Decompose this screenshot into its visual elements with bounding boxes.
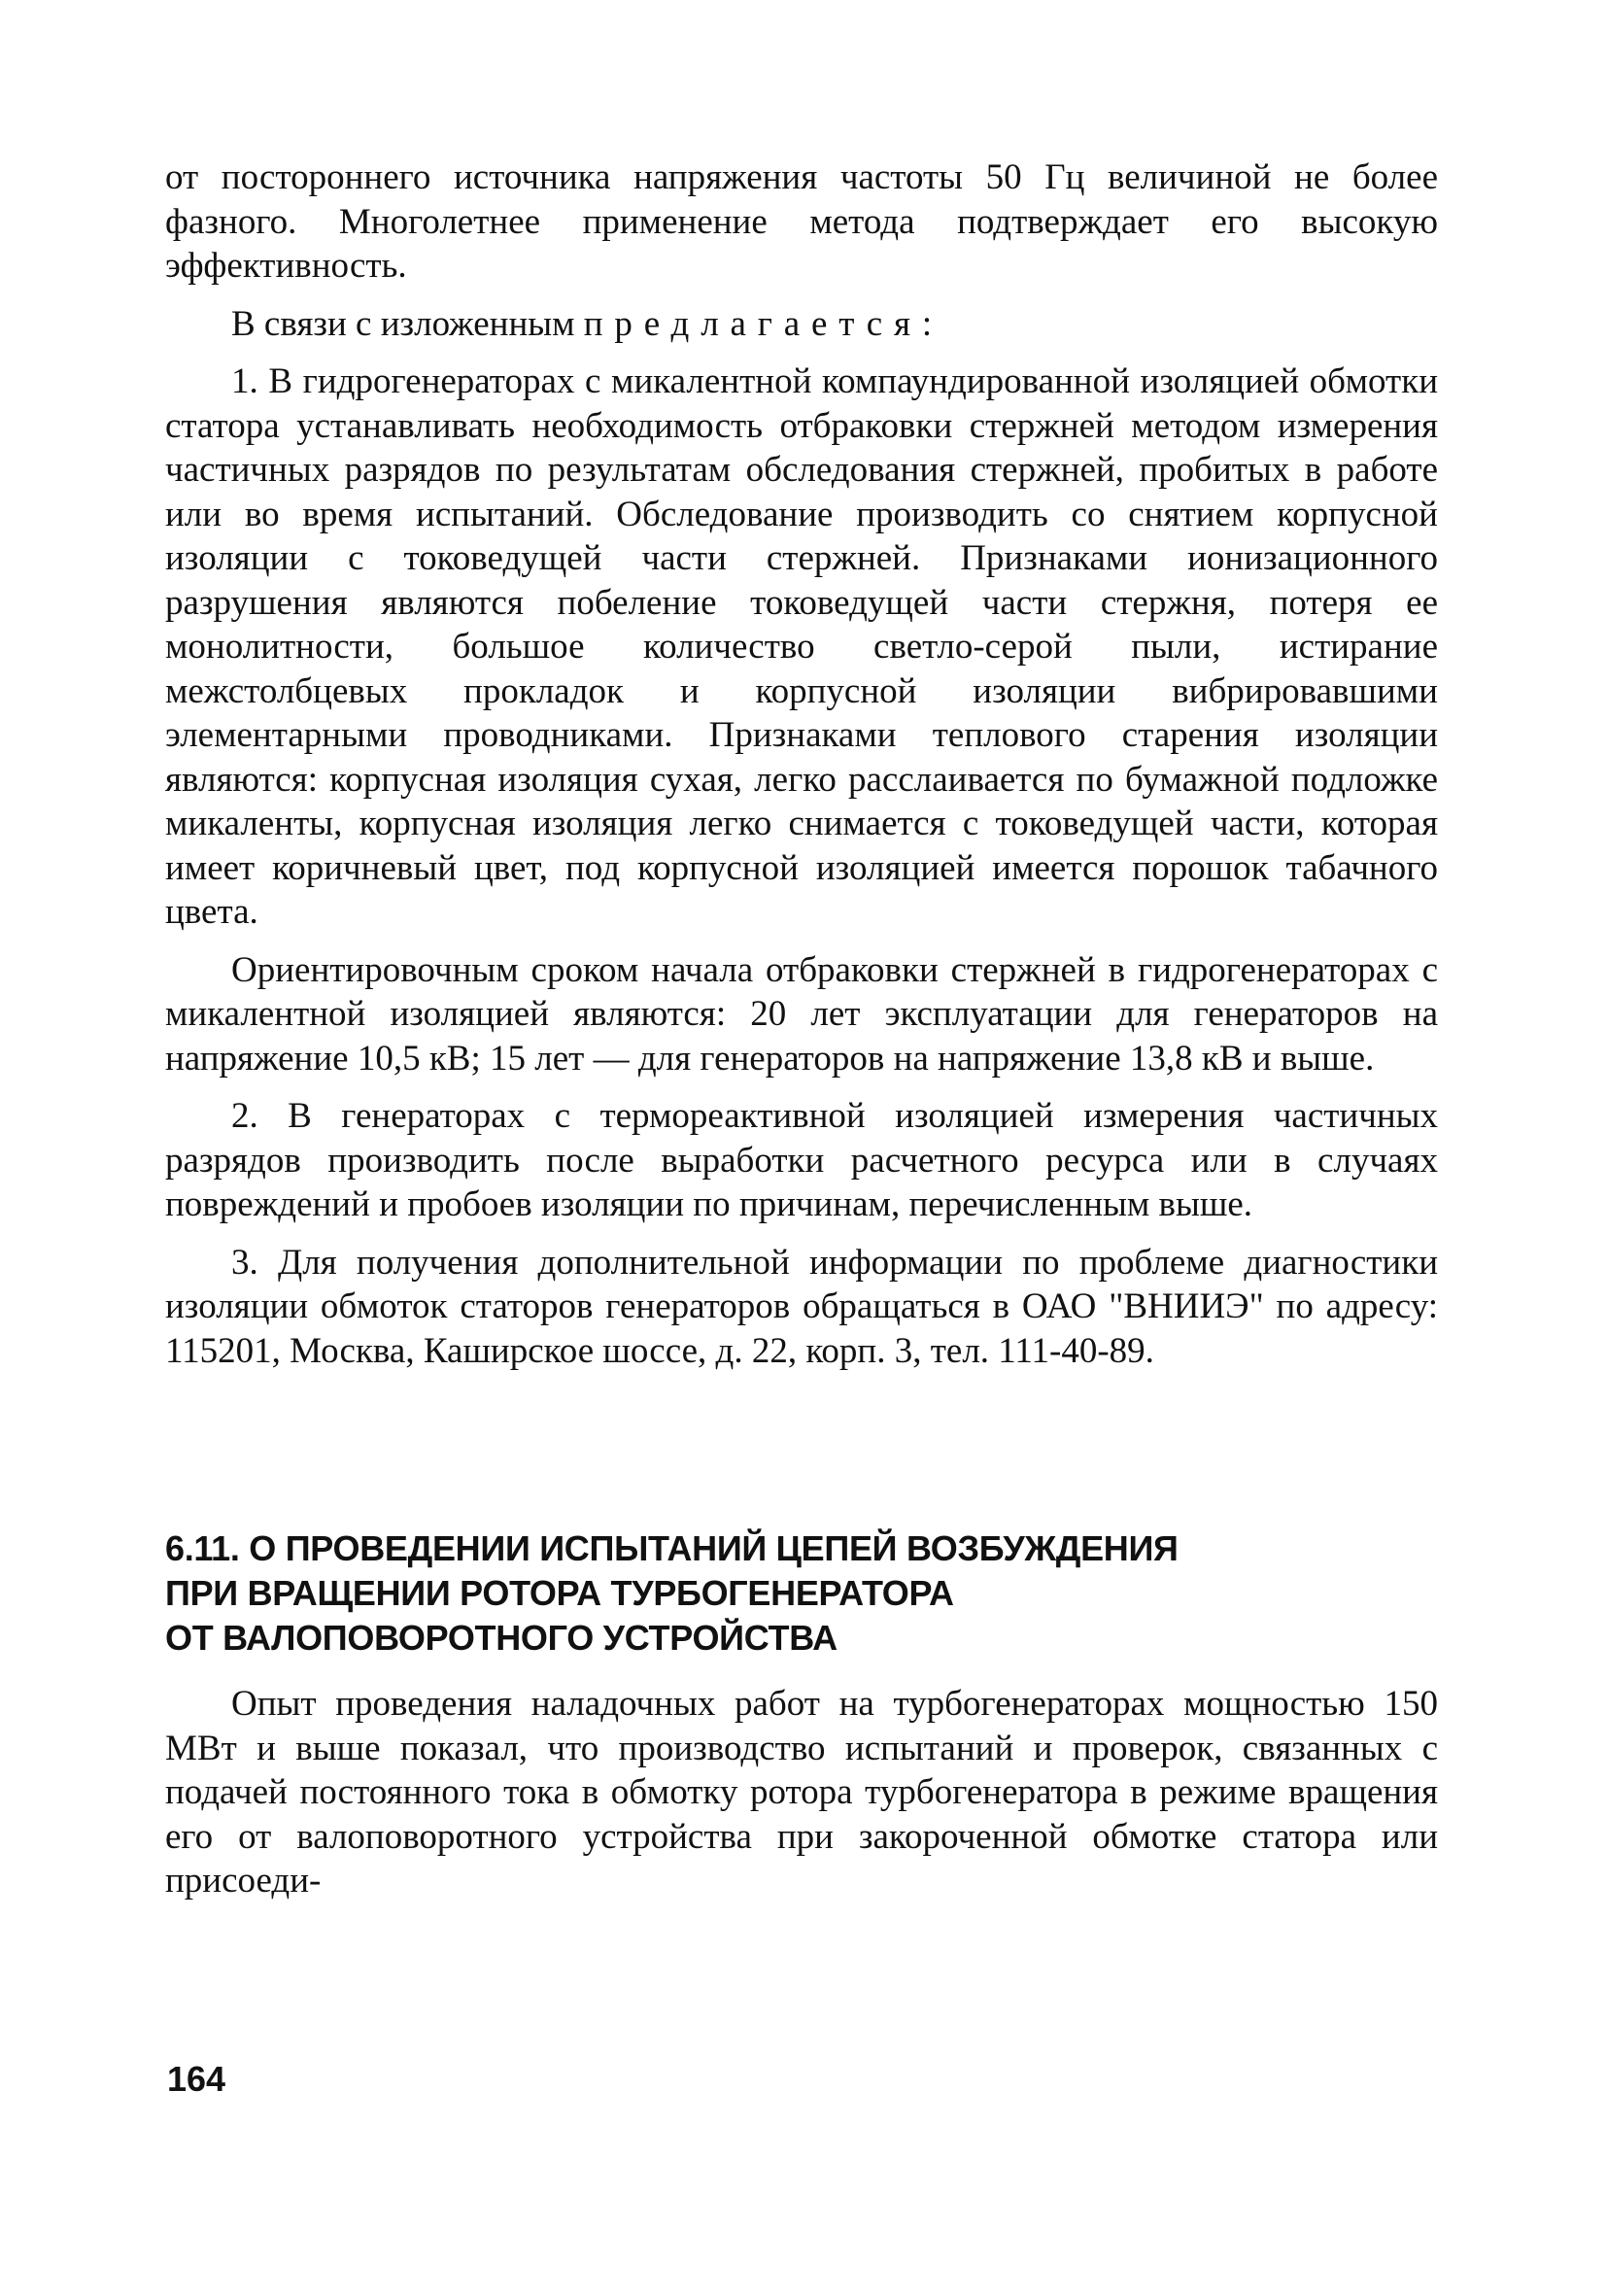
paragraph-gap [165, 1080, 1438, 1094]
item-3-paragraph: 3. Для получения дополнительной информации по проблеме диагностики изоляции обмоток статоров генераторов обращаться в ОАО "ВНИИЭ" по адресу: 115201, Москва, Каширское шоссе, д. 22, корп. 3, тел. 111-40-89. [165, 1242, 1438, 1371]
proposal-intro-before: В связи с изложенным [231, 303, 584, 344]
page-number: 164 [167, 2059, 226, 2099]
reject-term-paragraph: Ориентировочным сроком начала отбраковки стержней в гидрогенераторах с микалентной изоляцией являются: 20 лет эксплуатации для генераторов на напряжение 10,5 кВ; 15 лет — для генераторов на напряжение 13,8 кВ и выше. [165, 949, 1438, 1079]
proposal-intro [165, 302, 1438, 347]
section-heading-line-1: 6.11. О ПРОВЕДЕНИИ ИСПЫТАНИЙ ЦЕПЕЙ ВОЗБУЖДЕНИЯ [165, 1528, 1179, 1568]
item-1-paragraph: 1. В гидрогенераторах с микалентной компаундированной изоляцией обмотки статора устанавливать необходимость отбраковки стержней методом измерения частичных разрядов по результатам обследования стержней, пробитых в работе или во время испытаний. Обследование производить со снятием корпусной изоляции с токоведущей части стержней. Признаками ионизационного разрушения являются побеление токоведущей части стержня, потеря ее монолитности, большое количество светло-серой пыли, истирание межстолбцевых прокладок и корпусной изоляции вибрировавшими элементарными проводниками. Признаками теплового старения изоляции являются: корпусная изоляция сухая, легко расслаивается по бумажной подложке микаленты, корпусная изоляция легко снимается с токоведущей части, которая имеет коричневый цвет, под корпусной изоляцией имеется порошок табачного цвета. [165, 361, 1438, 932]
section-heading [165, 1526, 1438, 1661]
proposal-intro-after: : [921, 303, 933, 344]
paragraph-gap [165, 935, 1438, 948]
paragraph-gap [165, 346, 1438, 360]
section-heading-line-2: ПРИ ВРАЩЕНИИ РОТОРА ТУРБОГЕНЕРАТОРА [165, 1573, 954, 1613]
section-heading-line-3: ОТ ВАЛОПОВОРОТНОГО УСТРОЙСТВА [165, 1618, 838, 1658]
paragraph-gap [165, 1227, 1438, 1241]
item-2-paragraph: 2. В генераторах с термореактивной изоляцией измерения частичных разрядов производить после выработки расчетного ресурса или в случаях повреждений и пробоев изоляции по причинам, перечисленным выше. [165, 1096, 1438, 1224]
paragraph-continuation: от постороннего источника напряжения частоты 50 Гц величиной не более фазного. Многолетнее применение метода подтверждает его высокую эффективность. [165, 157, 1438, 286]
page-content [165, 155, 1438, 1903]
section-body-paragraph: Опыт проведения наладочных работ на турбогенераторах мощностью 150 МВт и выше показал, что производство испытаний и проверок, связанных с подачей постоянного тока в обмотку ротора турбогенератора в режиме вращения его от валоповоротного устройства при закороченной обмотке статора или присоеди- [165, 1684, 1438, 1901]
paragraph-gap [165, 289, 1438, 302]
proposal-intro-spaced: предлагается [583, 303, 922, 344]
